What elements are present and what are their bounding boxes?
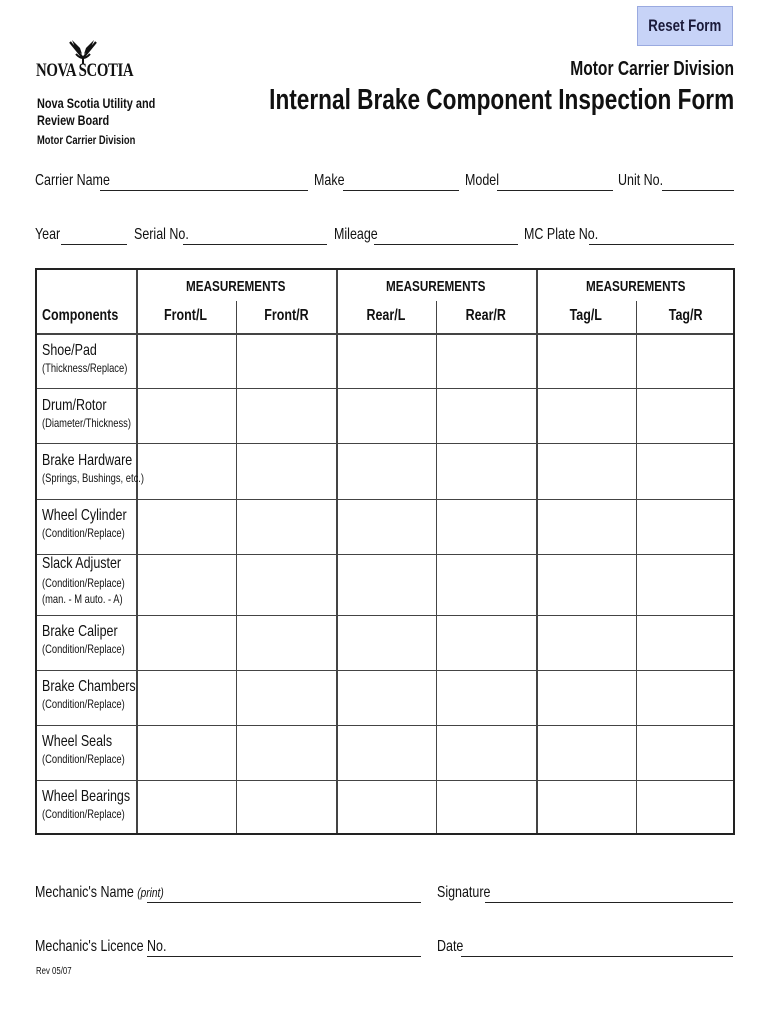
serial-no-label: Serial No. — [134, 226, 189, 243]
column-divider — [336, 270, 338, 833]
row-label-brake-chambers: Brake Chambers (Condition/Replace) — [42, 678, 136, 711]
row-divider — [37, 670, 733, 671]
column-divider — [436, 301, 437, 833]
column-divider — [536, 270, 538, 833]
row-label-wheel-cylinder: Wheel Cylinder (Condition/Replace) — [42, 507, 127, 540]
board-division: Motor Carrier Division — [37, 133, 136, 147]
model-label: Model — [465, 172, 499, 189]
model-input[interactable] — [497, 172, 613, 191]
row-divider — [37, 780, 733, 781]
make-input[interactable] — [343, 172, 459, 191]
row-divider — [37, 499, 733, 500]
carrier-name-label: Carrier Name — [35, 172, 110, 189]
mechanic-name-label: Mechanic's Name (print) — [35, 884, 164, 901]
mc-plate-no-label: MC Plate No. — [524, 226, 599, 243]
board-name: Nova Scotia Utility and Review Board — [37, 95, 156, 128]
inspection-table — [35, 268, 735, 835]
mechanic-licence-input[interactable] — [147, 938, 421, 957]
row-label-wheel-bearings: Wheel Bearings (Condition/Replace) — [42, 788, 131, 821]
measurements-header-rear: MEASUREMENTS — [386, 278, 486, 295]
form-title: Internal Brake Component Inspection Form — [268, 84, 734, 116]
make-label: Make — [314, 172, 345, 189]
unit-no-label: Unit No. — [618, 172, 664, 189]
row-divider — [37, 725, 733, 726]
signature-label: Signature — [437, 884, 491, 901]
column-header-rear-left: Rear/L — [366, 307, 406, 324]
revision-note: Rev 05/07 — [36, 966, 72, 977]
unit-no-input[interactable] — [662, 172, 734, 191]
province-wordmark: NOVA SCOTIA — [36, 60, 134, 81]
mileage-label: Mileage — [334, 226, 378, 243]
row-label-brake-hardware: Brake Hardware (Springs, Bushings, etc.) — [42, 452, 144, 485]
row-divider — [37, 333, 733, 335]
column-divider — [636, 301, 637, 833]
row-label-slack-adjuster: Slack Adjuster (Condition/Replace) (man. - M auto. - A) — [42, 555, 125, 606]
date-label: Date — [437, 938, 464, 955]
column-header-rear-right: Rear/R — [465, 307, 507, 324]
reset-form-button[interactable]: Reset Form — [637, 6, 733, 46]
year-label: Year — [35, 226, 61, 243]
row-label-brake-caliper: Brake Caliper (Condition/Replace) — [42, 623, 125, 656]
carrier-name-input[interactable] — [100, 172, 308, 191]
mc-plate-no-input[interactable] — [589, 226, 734, 245]
column-header-tag-left: Tag/L — [569, 307, 603, 324]
column-divider — [236, 301, 237, 833]
row-label-drum-rotor: Drum/Rotor (Diameter/Thickness) — [42, 397, 131, 430]
measurements-header-tag: MEASUREMENTS — [586, 278, 686, 295]
mechanic-name-input[interactable] — [147, 884, 421, 903]
column-header-front-right: Front/R — [263, 307, 309, 324]
division-title: Motor Carrier Division — [570, 58, 734, 80]
row-label-wheel-seals: Wheel Seals (Condition/Replace) — [42, 733, 125, 766]
mechanic-licence-label: Mechanic's Licence No. — [35, 938, 167, 955]
signature-input[interactable] — [485, 884, 733, 903]
measurements-header-front: MEASUREMENTS — [186, 278, 286, 295]
components-header: Components — [42, 307, 119, 324]
column-header-front-left: Front/L — [164, 307, 208, 324]
year-input[interactable] — [61, 226, 127, 245]
mileage-input[interactable] — [374, 226, 518, 245]
serial-no-input[interactable] — [183, 226, 327, 245]
row-divider — [37, 443, 733, 444]
row-divider — [37, 388, 733, 389]
row-divider — [37, 615, 733, 616]
date-input[interactable] — [461, 938, 733, 957]
row-label-shoe-pad: Shoe/Pad (Thickness/Replace) — [42, 342, 128, 375]
column-header-tag-right: Tag/R — [669, 307, 703, 324]
